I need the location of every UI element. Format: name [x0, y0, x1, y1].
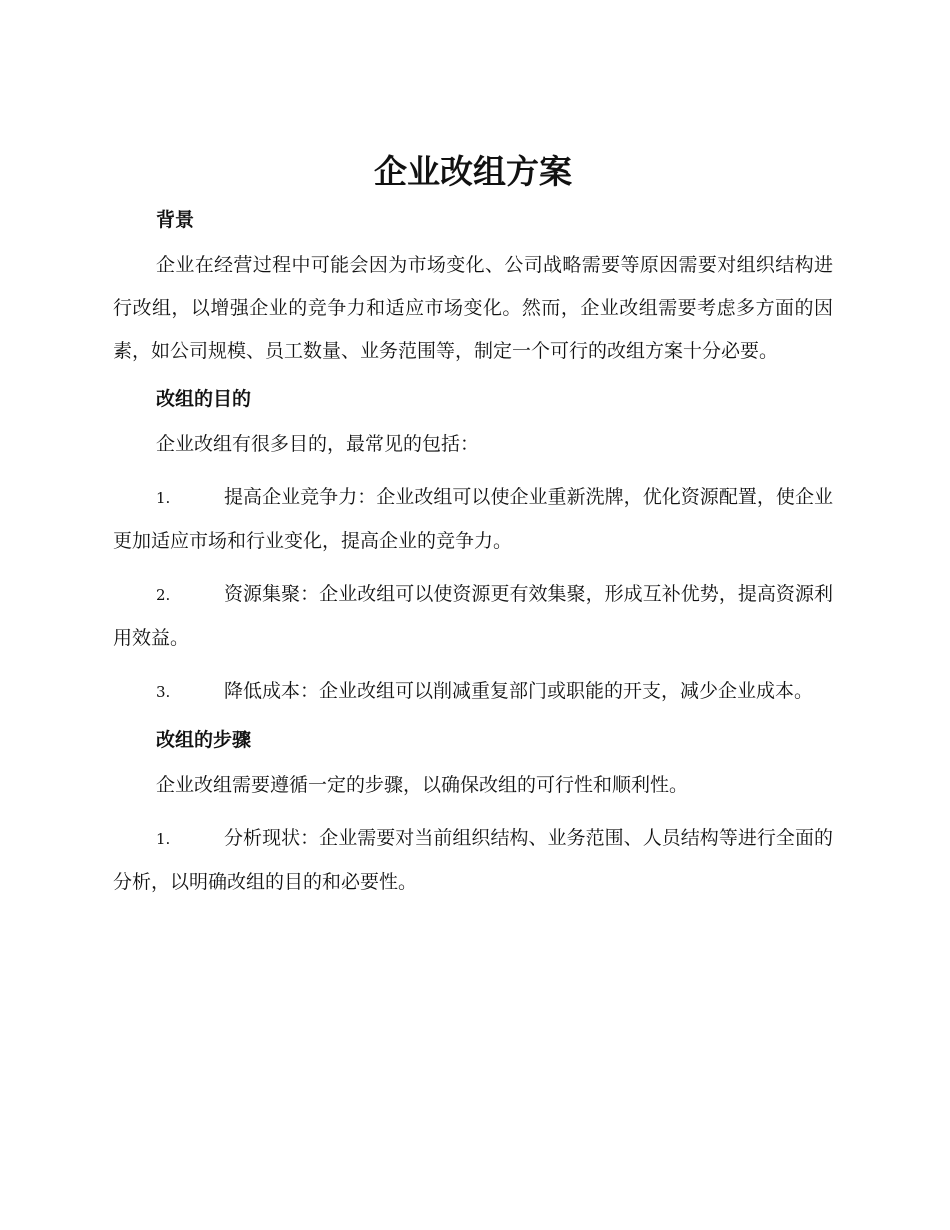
list-item-number: 2.: [156, 586, 171, 604]
section-intro: 企业改组需要遵循一定的步骤，以确保改组的可行性和顺利性。: [156, 774, 689, 796]
section-heading: 背景: [156, 209, 195, 231]
section-heading: 改组的目的: [156, 388, 252, 410]
list-item-text: 提高企业竞争力：企业改组可以使企业重新洗牌，优化资源配置，使企业更加适应市场和行业变化，提高企业的竞争力。: [113, 486, 833, 552]
list-item-number: 1.: [156, 489, 171, 507]
section-heading: 改组的步骤: [156, 729, 252, 751]
list-item: [113, 476, 833, 563]
section-background: [113, 206, 833, 373]
section-purpose: [113, 385, 833, 714]
document-title: 企业改组方案: [374, 152, 572, 191]
list-item: [113, 670, 833, 714]
list-item-text: 降低成本：企业改组可以削减重复部门或职能的开支，减少企业成本。: [224, 680, 814, 702]
list-item-number: 1.: [156, 830, 171, 848]
list-item: [113, 817, 833, 904]
list-item: [113, 573, 833, 660]
section-steps: [113, 726, 833, 904]
document-page: [113, 150, 833, 904]
section-intro: 企业改组有很多目的，最常见的包括：: [156, 433, 480, 455]
list-item-number: 3.: [156, 683, 171, 701]
body-paragraph: 企业在经营过程中可能会因为市场变化、公司战略需要等原因需要对组织结构进行改组，以增强企业的竞争力和适应市场变化。然而，企业改组需要考虑多方面的因素，如公司规模、员工数量、业务范围等，制定一个可行的改组方案十分必要。: [113, 254, 833, 362]
list-item-text: 资源集聚：企业改组可以使资源更有效集聚，形成互补优势，提高资源利用效益。: [113, 583, 833, 649]
list-item-text: 分析现状：企业需要对当前组织结构、业务范围、人员结构等进行全面的分析，以明确改组的目的和必要性。: [113, 827, 833, 893]
